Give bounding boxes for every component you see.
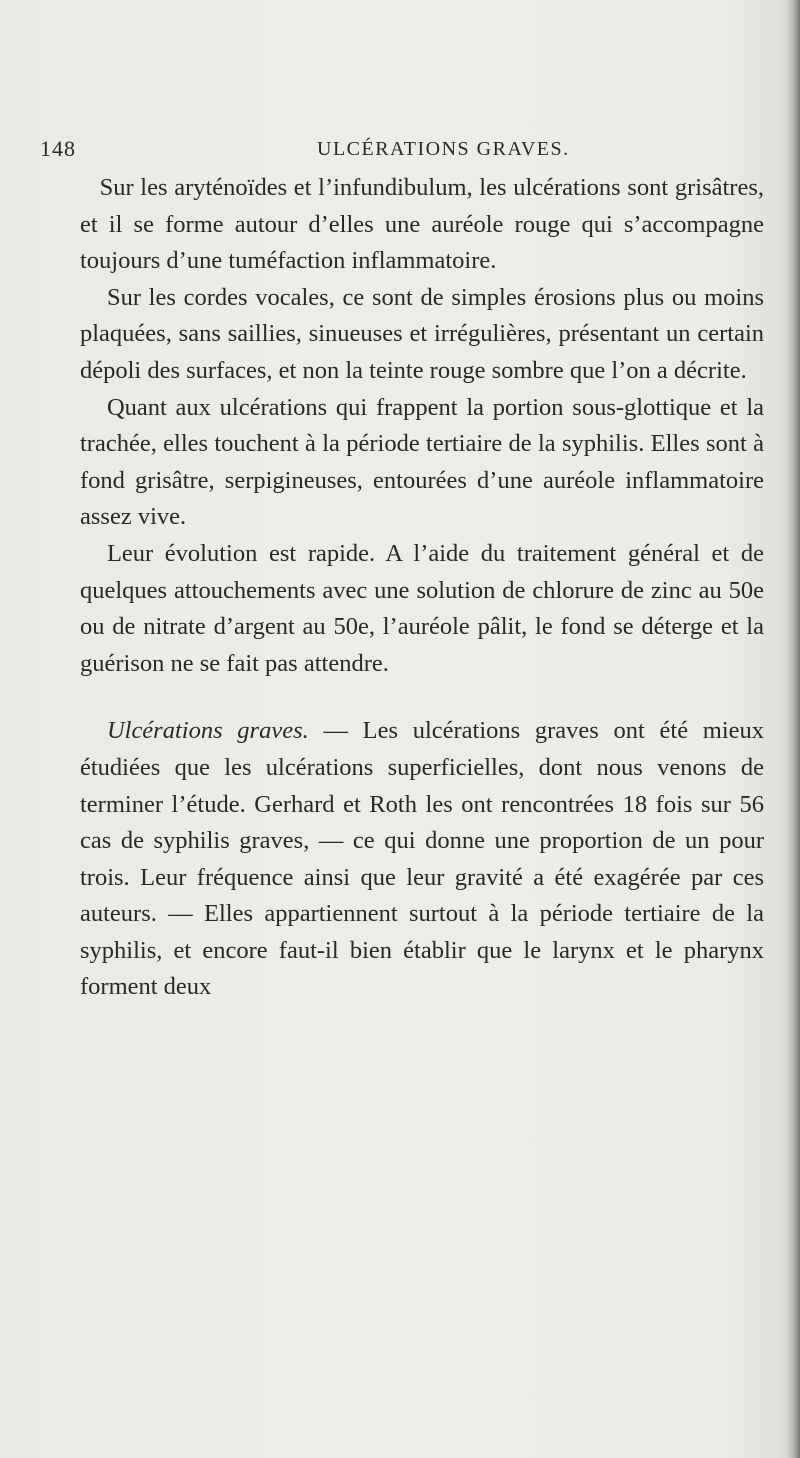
running-title: ULCÉRATIONS GRAVES. [317, 138, 570, 160]
paragraph-cordes-vocales: Sur les cordes vocales, ce sont de simples érosions plus ou moins plaquées, sans saillies, sinueuses et irrégulières, présentant un certain dépoli des surfaces, et non la teinte rouge sombre que l’on a décrite. [80, 283, 764, 384]
paragraph-ulcerations-graves [80, 713, 764, 1006]
page-number: 148 [40, 136, 76, 161]
section-spacer [80, 682, 764, 713]
page-edge-shadow [786, 0, 800, 1458]
paragraph-evolution: Leur évolution est rapide. A l’aide du traitement général et de quelques attouchements avec une solution de chlorure de zinc au 50e ou de nitrate d’argent au 50e, l’auréole pâlit, le fond se déterge et la guérison ne se fait pas attendre. [80, 539, 764, 677]
paragraph-arytenoides: Sur les aryténoïdes et l’infundibulum, les ulcérations sont grisâtres, et il se forme autour d’elles une auréole rouge qui s’accompagne toujours d’une tuméfaction inflammatoire. [80, 174, 764, 275]
section-text: — Les ulcérations graves ont été mieux étudiées que les ulcérations superficielles, dont nous venons de terminer l’étude. Gerhard et Roth les ont rencontrées 18 fois sur 56 cas de syphilis graves, — ce qui donne une proportion de un pour trois. Leur fréquence ainsi que leur gravité a été exagérée par ces auteurs. — Elles appartiennent surtout à la période tertiaire de la syphilis, et encore faut-il bien établir que le larynx et le pharynx forment deux [80, 717, 765, 1001]
body-text [80, 170, 764, 1006]
section-title: Ulcérations graves. [106, 717, 309, 745]
paragraph-sous-glottique: Quant aux ulcérations qui frappent la portion sous-glottique et la trachée, elles touchent à la période tertiaire de la syphilis. Elles sont à fond grisâtre, serpigineuses, entourées d’une auréole inflammatoire assez vive. [80, 393, 764, 531]
